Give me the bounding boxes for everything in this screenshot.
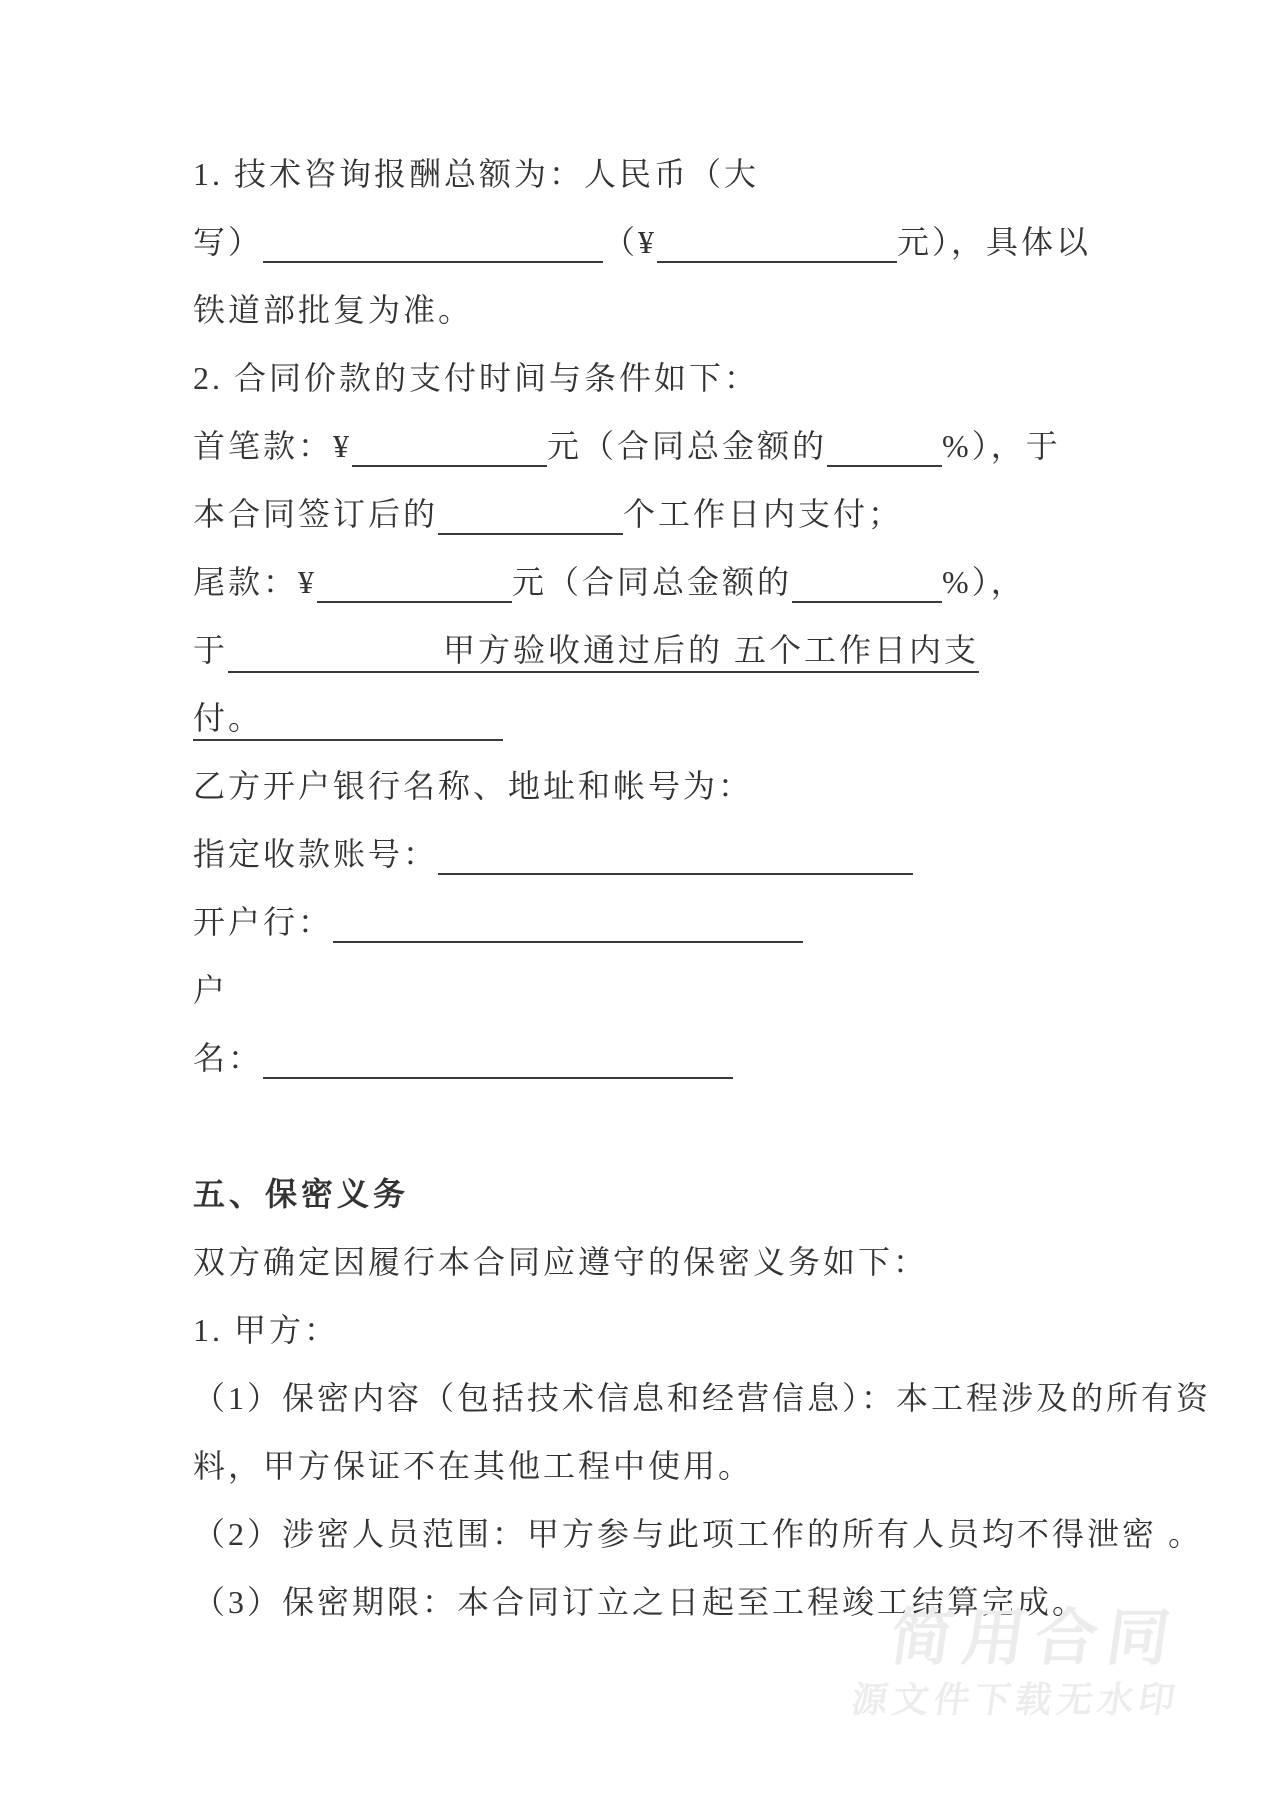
- text-run: 五、保密义务: [193, 1176, 410, 1212]
- text-run: 料，甲方保证不在其他工程中使用。: [193, 1448, 754, 1484]
- contract-line: [193, 1228, 1153, 1296]
- text-run: 1. 技术咨询报酬总额为：人民币（大: [193, 156, 760, 192]
- text-run: （3）保密期限：本合同订立之日起至工程竣工结算完成。: [193, 1584, 1088, 1620]
- text-run: 乙方开户银行名称、地址和帐号为：: [193, 768, 754, 804]
- contract-line: [193, 1500, 1204, 1568]
- contract-line: [193, 140, 1153, 208]
- fill-in-blank: [792, 564, 942, 603]
- contract-line: [193, 956, 1153, 1024]
- underlined-text: 甲方验收通过后的 五个工作日内支: [228, 625, 979, 673]
- text-run: %），: [942, 564, 1026, 600]
- text-run: （2）涉密人员范围：甲方参与此项工作的所有人员均不得泄密 。: [193, 1516, 1204, 1552]
- contract-line: [193, 888, 1153, 956]
- fill-in-blank: [438, 836, 913, 875]
- blank-line: [193, 1092, 1153, 1160]
- text-run: 名：: [193, 1040, 264, 1076]
- text-run: 于: [193, 632, 229, 668]
- text-run: 铁道部批复为准。: [193, 292, 474, 328]
- text-run: 户: [193, 972, 229, 1008]
- contract-line: [193, 344, 1153, 412]
- text-run: 元），具体以: [897, 224, 1092, 260]
- contract-line: [193, 1296, 1153, 1364]
- text-run: 写）: [193, 224, 264, 260]
- fill-in-blank: [263, 224, 603, 263]
- text-run: 指定收款账号：: [193, 836, 439, 872]
- fill-in-blank: [657, 224, 897, 263]
- contract-line: [193, 480, 1153, 548]
- text-run: 首笔款：¥: [193, 428, 353, 464]
- fill-in-blank: [827, 428, 942, 467]
- text-run: 元（合同总金额的: [547, 428, 828, 464]
- fill-in-blank: [317, 564, 512, 603]
- fill-in-blank: [438, 496, 623, 535]
- contract-line: [193, 208, 1153, 276]
- contract-line: [193, 412, 1153, 480]
- text-run: 1. 甲方：: [193, 1312, 340, 1348]
- contract-line: [193, 1024, 1153, 1092]
- fill-in-blank: [333, 904, 803, 943]
- watermark-tagline: 源文件下载无水印: [848, 1679, 1183, 1720]
- contract-line: [193, 1364, 1212, 1432]
- contract-line: [193, 752, 1153, 820]
- fill-in-blank: [352, 428, 547, 467]
- contract-line: [193, 616, 1153, 684]
- document-body: [193, 140, 1212, 1636]
- text-run: 尾款：¥: [193, 564, 318, 600]
- watermark-brand: 简用合同: [886, 1604, 1185, 1673]
- text-run: 本合同签订后的: [193, 496, 439, 532]
- text-run: 2. 合同价款的支付时间与条件如下：: [193, 360, 760, 396]
- text-run: （1）保密内容（包括技术信息和经营信息）：本工程涉及的所有资: [193, 1380, 1212, 1416]
- section-heading: [193, 1160, 1153, 1228]
- text-run: 个工作日内支付；: [623, 496, 904, 532]
- text-run: 开户行：: [193, 904, 334, 940]
- contract-line: [193, 684, 1153, 752]
- contract-line: [193, 276, 1153, 344]
- contract-line: [193, 548, 1153, 616]
- text-run: （¥: [603, 224, 658, 260]
- contract-line: [193, 820, 1153, 888]
- underlined-text: 付。: [193, 693, 503, 741]
- text-run: 元（合同总金额的: [512, 564, 793, 600]
- text-run: 双方确定因履行本合同应遵守的保密义务如下：: [193, 1244, 929, 1280]
- text-run: %），于: [942, 428, 1061, 464]
- fill-in-blank: [263, 1040, 733, 1079]
- contract-line: [193, 1432, 1153, 1500]
